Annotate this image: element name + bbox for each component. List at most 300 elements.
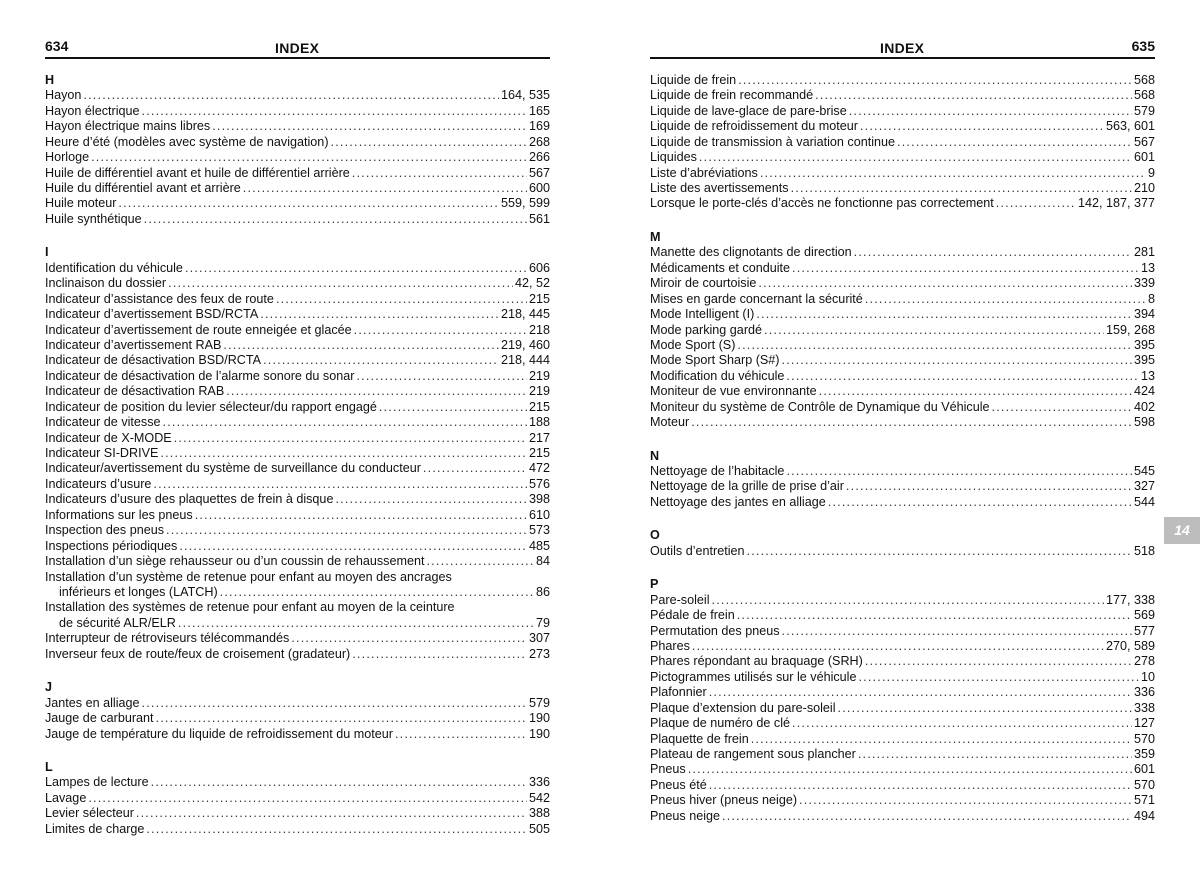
dot-leader (758, 276, 1132, 291)
dot-leader (737, 338, 1132, 353)
index-entry (45, 369, 550, 384)
entry-pages: 601 (1133, 150, 1155, 165)
entry-term: Mode Sport Sharp (S#) (650, 353, 780, 368)
index-entry (45, 775, 550, 790)
dot-leader (819, 384, 1132, 399)
entry-term: Plafonnier (650, 685, 707, 700)
entry-pages: 165 (528, 103, 550, 118)
index-entry (650, 135, 1155, 150)
index-entry (45, 492, 550, 507)
entry-pages: 270, 589 (1105, 638, 1155, 653)
index-entry (45, 212, 550, 227)
index-entry (650, 464, 1155, 479)
entry-term: Plateau de rangement sous plancher (650, 747, 856, 762)
entry-term: Pneus neige (650, 808, 721, 823)
entry-term: Moniteur du système de Contrôle de Dynamique du Véhicule (650, 399, 990, 414)
index-entry (45, 166, 550, 181)
entry-pages: 606 (528, 260, 550, 275)
index-entry (650, 480, 1155, 495)
chapter-tab: 14 (1164, 517, 1200, 544)
dot-leader (354, 323, 527, 338)
dot-leader (379, 400, 527, 415)
dot-leader (865, 292, 1146, 307)
dot-leader (738, 73, 1132, 88)
index-entry (650, 624, 1155, 639)
entry-term: Huile moteur (45, 196, 117, 211)
section-gap (650, 212, 1155, 230)
entry-term: Limites de charge (45, 821, 145, 836)
dot-leader (178, 616, 534, 631)
entry-term: Miroir de courtoisie (650, 276, 757, 291)
entry-term: Huile du différentiel avant et arrière (45, 181, 241, 196)
entry-term: Indicateur d’assistance des feux de route (45, 291, 274, 306)
entry-pages: 84 (535, 554, 550, 569)
entry-term: Levier sélecteur (45, 806, 134, 821)
entry-term: Horloge (45, 150, 90, 165)
dot-leader (153, 477, 527, 492)
index-entry (650, 338, 1155, 353)
index-entry (45, 431, 550, 446)
entry-term: Plaque de numéro de clé (650, 716, 791, 731)
entry-pages: 13 (1140, 368, 1155, 383)
section-letter: L (45, 760, 53, 774)
dot-leader (737, 608, 1132, 623)
index-entry (650, 793, 1155, 808)
dot-leader (174, 431, 527, 446)
entry-term: Pneus été (650, 777, 707, 792)
index-entry (45, 261, 550, 276)
right-header-title: INDEX (880, 40, 925, 56)
entry-pages: 307 (528, 631, 550, 646)
entry-pages: 577 (1133, 623, 1155, 638)
dot-leader (156, 711, 527, 726)
section-letter: O (650, 528, 660, 543)
entry-pages: 190 (528, 726, 550, 741)
entry-term: Liste d’abréviations (650, 165, 758, 180)
entry-pages: 169 (528, 119, 550, 134)
dot-leader (792, 261, 1139, 276)
entry-pages: 600 (528, 181, 550, 196)
index-entry (45, 197, 550, 212)
section-gap (45, 742, 550, 760)
index-entry (45, 384, 550, 399)
entry-pages: 505 (528, 821, 550, 836)
entry-pages: 218, 444 (500, 353, 550, 368)
entry-pages: 218, 445 (500, 307, 550, 322)
index-entry (45, 307, 550, 322)
entry-term: Hayon électrique (45, 103, 140, 118)
dot-leader (223, 338, 499, 353)
entry-pages: 339 (1133, 276, 1155, 291)
entry-term: Inspection des pneus (45, 523, 165, 538)
entry-term: Médicaments et conduite (650, 260, 791, 275)
index-entry (650, 495, 1155, 510)
entry-pages: 601 (1133, 762, 1155, 777)
entry-pages: 215 (528, 399, 550, 414)
dot-leader (691, 415, 1132, 430)
dot-leader (331, 135, 527, 150)
left-page-number: 634 (45, 38, 69, 54)
section-letter: M (650, 229, 661, 244)
entry-term: Mode parking gardé (650, 322, 763, 337)
dot-leader (356, 369, 527, 384)
dot-leader (195, 508, 527, 523)
dot-leader (860, 119, 1104, 134)
entry-pages: 79 (535, 615, 550, 630)
section-letter: J (45, 680, 53, 695)
entry-pages: 570 (1133, 777, 1155, 792)
entry-pages: 579 (528, 695, 550, 710)
index-entry (650, 181, 1155, 196)
entry-pages: 542 (528, 790, 550, 805)
index-entry (650, 654, 1155, 669)
index-entry (650, 593, 1155, 608)
entry-term: Nettoyage des jantes en alliage (650, 494, 826, 509)
dot-leader (865, 654, 1132, 669)
index-entry (650, 732, 1155, 747)
index-entry (650, 763, 1155, 778)
entry-term: Mode Sport (S) (650, 337, 736, 352)
dot-leader (220, 585, 534, 600)
entry-pages: 485 (528, 538, 550, 553)
index-entry (650, 292, 1155, 307)
entry-pages: 395 (1133, 337, 1155, 352)
entry-pages: 598 (1133, 415, 1155, 430)
dot-leader (722, 809, 1132, 824)
index-entry (45, 696, 550, 711)
index-entry (45, 806, 550, 821)
entry-term: Inverseur feux de route/feux de croisement (gradateur) (45, 646, 351, 661)
entry-term: Huile synthétique (45, 211, 142, 226)
entry-pages: 336 (1133, 685, 1155, 700)
dot-leader (276, 292, 527, 307)
index-entry (45, 135, 550, 150)
entry-term: Liquide de refroidissement du moteur (650, 119, 858, 134)
entry-pages: 8 (1147, 291, 1155, 306)
dot-leader (897, 135, 1132, 150)
dot-leader (88, 791, 527, 806)
entry-pages: 569 (1133, 608, 1155, 623)
index-entry (45, 446, 550, 461)
dot-leader (858, 747, 1132, 762)
dot-leader (168, 276, 513, 291)
index-entry (650, 119, 1155, 134)
entry-term: Pare-soleil (650, 592, 710, 607)
dot-leader (426, 554, 534, 569)
entry-term: Indicateur de position du levier sélecteur/du rapport engagé (45, 399, 377, 414)
entry-term: Identification du véhicule (45, 260, 183, 275)
dot-leader (260, 307, 499, 322)
dot-leader (992, 400, 1132, 415)
dot-leader (151, 775, 527, 790)
index-entry (45, 631, 550, 646)
entry-pages: 494 (1133, 808, 1155, 823)
entry-pages: 268 (528, 134, 550, 149)
entry-term: Nettoyage de la grille de prise d’air (650, 479, 844, 494)
entry-pages: 359 (1133, 747, 1155, 762)
dot-leader (764, 323, 1104, 338)
entry-term: Installation d’un siège rehausseur ou d’un coussin de rehaussement (45, 554, 425, 569)
entry-pages: 210 (1133, 181, 1155, 196)
entry-term: Liquide de frein recommandé (650, 88, 814, 103)
entry-term: Liste des avertissements (650, 181, 789, 196)
index-entry (45, 523, 550, 538)
entry-pages: 571 (1133, 793, 1155, 808)
dot-leader (335, 492, 527, 507)
dot-leader (792, 716, 1132, 731)
dot-leader (688, 762, 1132, 777)
entry-pages: 219 (528, 384, 550, 399)
index-entry (650, 104, 1155, 119)
entry-term: Pneus hiver (pneus neige) (650, 793, 798, 808)
entry-term: Lampes de lecture (45, 775, 149, 790)
dot-leader (786, 464, 1132, 479)
index-entry (45, 508, 550, 523)
index-entry (650, 608, 1155, 623)
dot-leader (709, 685, 1132, 700)
entry-pages: 544 (1133, 494, 1155, 509)
entry-pages: 215 (528, 291, 550, 306)
entry-pages: 327 (1133, 479, 1155, 494)
dot-leader (352, 647, 527, 662)
index-entry (650, 716, 1155, 731)
entry-term: Inclinaison du dossier (45, 276, 167, 291)
dot-leader (815, 88, 1132, 103)
index-entry (45, 791, 550, 806)
dot-leader (166, 523, 527, 538)
index-entry (45, 822, 550, 837)
index-entry (45, 711, 550, 726)
dot-leader (786, 369, 1139, 384)
dot-leader (185, 261, 527, 276)
section-gap (650, 559, 1155, 577)
dot-leader (782, 624, 1132, 639)
entry-pages: 561 (528, 211, 550, 226)
left-page-header (45, 35, 550, 59)
entry-term: Plaquette de frein (650, 731, 749, 746)
dot-leader (699, 150, 1132, 165)
entry-pages: 10 (1140, 669, 1155, 684)
entry-term: Huile de différentiel avant et huile de différentiel arrière (45, 165, 350, 180)
entry-pages: 273 (528, 646, 550, 661)
index-entry (650, 544, 1155, 559)
section-letter: N (650, 448, 660, 463)
index-entry (650, 685, 1155, 700)
dot-leader (118, 196, 499, 211)
index-entry (45, 477, 550, 492)
dot-leader (395, 727, 527, 742)
dot-leader (782, 353, 1132, 368)
dot-leader (712, 593, 1104, 608)
entry-pages: 219, 460 (500, 337, 550, 352)
index-entry (650, 747, 1155, 762)
index-entry (45, 727, 550, 742)
right-page-number: 635 (1131, 38, 1155, 54)
dot-leader (142, 104, 527, 119)
index-entry (650, 778, 1155, 793)
entry-term: Liquide de transmission à variation continue (650, 134, 896, 149)
entry-pages: 398 (528, 492, 550, 507)
entry-pages: 219 (528, 368, 550, 383)
dot-leader (352, 166, 527, 181)
index-entry (650, 369, 1155, 384)
index-entry (650, 197, 1155, 212)
entry-term: Mises en garde concernant la sécurité (650, 291, 863, 306)
entry-term-continued (45, 616, 550, 631)
dot-leader (160, 446, 527, 461)
entry-term: Indicateur de vitesse (45, 415, 161, 430)
entry-term: Indicateur de X-MODE (45, 430, 172, 445)
index-entry (650, 415, 1155, 430)
index-entry (45, 181, 550, 196)
index-entry (650, 150, 1155, 165)
entry-pages: 9 (1147, 165, 1155, 180)
left-index-list (45, 73, 550, 837)
entry-pages: 13 (1140, 260, 1155, 275)
entry-pages: 568 (1133, 88, 1155, 103)
section-gap (650, 510, 1155, 528)
index-entry (650, 670, 1155, 685)
entry-pages: 545 (1133, 464, 1155, 479)
index-entry (45, 462, 550, 477)
entry-pages: 164, 535 (500, 88, 550, 103)
index-entry (650, 353, 1155, 368)
dot-leader (83, 88, 499, 103)
entry-term: Indicateurs d’usure (45, 476, 152, 491)
index-entry (45, 104, 550, 119)
entry-term: Pneus (650, 762, 686, 777)
dot-leader (692, 639, 1104, 654)
entry-term: Hayon (45, 88, 82, 103)
entry-pages: 278 (1133, 654, 1155, 669)
index-entry (45, 292, 550, 307)
entry-pages: 42, 52 (514, 276, 550, 291)
section-gap (45, 662, 550, 680)
index-entry (45, 88, 550, 103)
entry-pages: 579 (1133, 103, 1155, 118)
dot-leader (263, 353, 499, 368)
index-entry (45, 554, 550, 569)
index-entry (650, 261, 1155, 276)
index-entry (45, 647, 550, 662)
right-index-list (650, 73, 1155, 824)
index-entry (45, 119, 550, 134)
index-entry (650, 88, 1155, 103)
entry-term: Phares répondant au braquage (SRH) (650, 654, 863, 669)
entry-term: Mode Intelligent (I) (650, 307, 755, 322)
entry-term: Installation des systèmes de retenue pour enfant au moyen de la ceinture (45, 600, 455, 615)
index-entry (45, 400, 550, 415)
dot-leader (212, 119, 527, 134)
section-letter: I (45, 245, 49, 260)
entry-pages: 567 (528, 165, 550, 180)
entry-term: Indicateur d’avertissement BSD/RCTA (45, 307, 259, 322)
entry-term: Jantes en alliage (45, 695, 140, 710)
entry-pages: 472 (528, 461, 550, 476)
entry-term: Moniteur de vue environnante (650, 384, 817, 399)
dot-leader (142, 696, 527, 711)
dot-leader (791, 181, 1132, 196)
index-entry (650, 809, 1155, 824)
entry-pages: 388 (528, 806, 550, 821)
entry-term: Modification du véhicule (650, 368, 785, 383)
index-entry (650, 323, 1155, 338)
dot-leader (136, 806, 527, 821)
entry-term: Indicateur de désactivation de l’alarme sonore du sonar (45, 368, 355, 383)
entry-term: Indicateur/avertissement du système de surveillance du conducteur (45, 461, 421, 476)
entry-pages: 573 (528, 523, 550, 538)
entry-term: Jauge de température du liquide de refroidissement du moteur (45, 726, 393, 741)
entry-term-continued (45, 585, 550, 600)
entry-pages: 610 (528, 507, 550, 522)
index-entry (650, 400, 1155, 415)
entry-pages: 215 (528, 446, 550, 461)
entry-term: Nettoyage de l’habitacle (650, 464, 785, 479)
dot-leader (91, 150, 527, 165)
index-entry (650, 384, 1155, 399)
entry-term: Permutation des pneus (650, 623, 780, 638)
entry-term: Outils d’entretien (650, 543, 745, 558)
entry-term: Moteur (650, 415, 690, 430)
index-entry (45, 338, 550, 353)
entry-term: Heure d’été (modèles avec système de navigation) (45, 134, 329, 149)
index-entry (45, 415, 550, 430)
entry-term: Indicateur de désactivation BSD/RCTA (45, 353, 262, 368)
entry-term: Pédale de frein (650, 608, 735, 623)
entry-pages: 576 (528, 476, 550, 491)
entry-term: Phares (650, 638, 690, 653)
index-entry (45, 150, 550, 165)
index-entry (45, 600, 550, 631)
section-letter: H (45, 73, 55, 87)
dot-leader (709, 778, 1132, 793)
dot-leader (144, 212, 527, 227)
dot-leader (423, 461, 527, 476)
dot-leader (226, 384, 527, 399)
dot-leader (846, 479, 1132, 494)
section-letter: P (650, 577, 659, 592)
section-gap (45, 227, 550, 245)
entry-pages: 177, 338 (1105, 592, 1155, 607)
entry-pages: 188 (528, 415, 550, 430)
index-entry (650, 276, 1155, 291)
dot-leader (179, 539, 527, 554)
entry-pages: 281 (1133, 245, 1155, 260)
entry-pages: 559, 599 (500, 196, 550, 211)
entry-pages: 338 (1133, 700, 1155, 715)
entry-pages: 424 (1133, 384, 1155, 399)
entry-term: Indicateur de désactivation RAB (45, 384, 225, 399)
dot-leader (243, 181, 527, 196)
dot-leader (799, 793, 1132, 808)
entry-pages: 518 (1133, 543, 1155, 558)
entry-pages: 336 (528, 775, 550, 790)
dot-leader (760, 166, 1146, 181)
entry-term: Indicateur d’avertissement RAB (45, 337, 222, 352)
entry-term: Hayon électrique mains libres (45, 119, 211, 134)
index-entry (45, 353, 550, 368)
entry-pages: 127 (1133, 716, 1155, 731)
entry-pages: 86 (535, 585, 550, 600)
entry-term: Installation d’un système de retenue pour enfant au moyen des ancrages (45, 569, 452, 584)
entry-term: Interrupteur de rétroviseurs télécommandés (45, 631, 290, 646)
entry-pages: 567 (1133, 134, 1155, 149)
entry-term: Pictogrammes utilisés sur le véhicule (650, 669, 857, 684)
entry-term: Jauge de carburant (45, 711, 154, 726)
entry-pages: 217 (528, 430, 550, 445)
entry-term: Inspections périodiques (45, 538, 178, 553)
entry-pages: 568 (1133, 72, 1155, 87)
